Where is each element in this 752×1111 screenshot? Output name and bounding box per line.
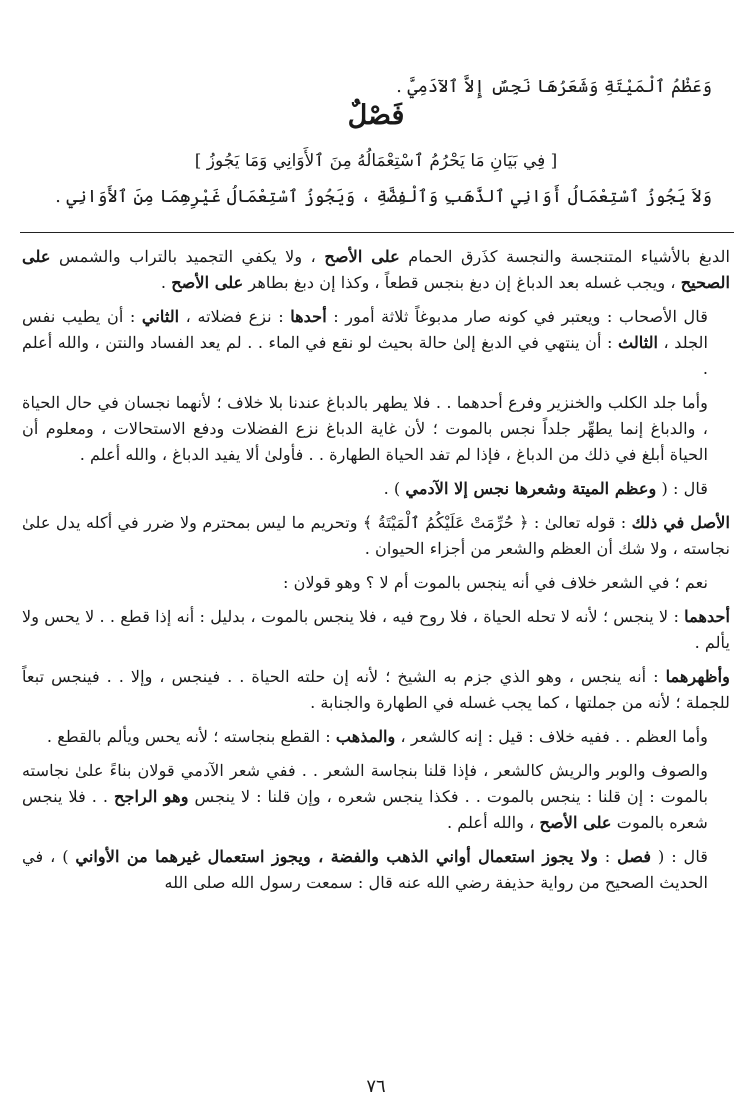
commentary-paragraph-3: وأما جلد الكلب والخنزير وفرع أحدهما . . فلا يطهر بالدباغ عندنا بلا خلاف ؛ لأنهما نجسان في حال الحياة ، والدباغ إنما يطهِّر جلداً نجس بالموت ؛ لأن غاية الدباغ نزع الفضلات ودفع الاستحالات ، ومعلوم أن الحياة أبلغ في ذلك من الدباغ ، فإذا لم تفد الحياة الطهارة . . فأولىٰ ألا يفيد الدباغ ، والله أعلم . bbox=[22, 393, 708, 464]
commentary-paragraph-1: الدبغ بالأشياء المتنجسة والنجسة كذَرق الحمام على الأصح ، ولا يكفي التجميد بالتراب والشمس على الصحيح ، ويجب غسله بعد الدباغ إن دبغ بنجس قطعاً ، وكذا إن دبغ بطاهر على الأصح . bbox=[22, 247, 730, 292]
matn-top-line: وَعَظْمُ ٱلْمَيْتَةِ وَشَعَرُهَا نَجِسٌ إِلاَّ ٱلآدَمِيَّ . bbox=[396, 77, 712, 97]
commentary-paragraph-6: نعم ؛ في الشعر خلاف في أنه ينجس بالموت أم لا ؟ وهو قولان : bbox=[282, 573, 708, 592]
commentary-paragraph-7: أحدهما : لا ينجس ؛ لأنه لا تحله الحياة ، فلا روح فيه ، فلا ينجس بالموت ، بدليل : أنه إذا قطع . . لا يحس ولا يألم . bbox=[22, 607, 730, 652]
fasl-heading: فَصْلٌ bbox=[347, 100, 405, 131]
commentary-paragraph-10: والصوف والوبر والريش كالشعر ، فإذا قلنا بنجاسة الشعر . . ففي شعر الآدمي قولان بناءً علىٰ نجاسته بالموت : إن قلنا : ينجس بالموت . . فكذا ينجس شعره ، وإن قلنا : لا ينجس وهو الراجح . . فلا ينجس شعره بالموت على الأصح ، والله أعلم . bbox=[22, 761, 708, 832]
matn-top bbox=[40, 74, 712, 100]
commentary-paragraph-4: قال : ( وعظم الميتة وشعرها نجس إلا الآدمي ) . bbox=[383, 479, 708, 498]
fasl-subheading: [ فِي بَيَانِ مَا يَحْرُمُ ٱسْتِعْمَالُهُ مِنَ ٱلأَوَانِي وَمَا يَجُوزُ ] bbox=[194, 151, 558, 171]
commentary-paragraph-2: قال الأصحاب : ويعتبر في كونه صار مدبوغاً ثلاثة أمور : أحدها : نزع فضلاته ، الثاني : أن يطيب نفس الجلد ، الثالث : أن ينتهي في الدبغ إلىٰ حالة بحيث لو نقع في الماء . . لم يعد الفساد والنتن ، والله أعلم . bbox=[22, 307, 708, 378]
page-number: ٧٦ bbox=[366, 1076, 386, 1097]
matn-bottom-line: وَلاَ يَجُوزُ ٱسْتِعْمَالُ أَوَانِي ٱلذَّهَبِ وَٱلْفِضَّةِ ، وَيَجُوزُ ٱسْتِعْمَالُ غَيْرِهِمَا مِنَ ٱلأَوَانِي . bbox=[55, 187, 712, 207]
separator-rule bbox=[20, 232, 734, 233]
commentary-paragraph-5: الأصل في ذلك : قوله تعالىٰ : ﴿ حُرِّمَتْ عَلَيْكُمُ ٱلْمَيْتَةُ ﴾ وتحريم ما ليس بمحترم ولا ضرر في أكله يدل علىٰ نجاسته ، ولا شك أن العظم والشعر من أجزاء الحيوان . bbox=[22, 513, 730, 558]
commentary-paragraph-11: قال : ( فصل : ولا يجوز استعمال أواني الذهب والفضة ، ويجوز استعمال غيرهما من الأواني ) ، في الحديث الصحيح من رواية حذيفة رضي الله عنه قال : سمعت رسول الله صلى الله bbox=[22, 847, 708, 892]
matn-bottom bbox=[40, 184, 712, 210]
commentary-paragraph-9: وأما العظم . . ففيه خلاف : قيل : إنه كالشعر ، والمذهب : القطع بنجاسته ؛ لأنه يحس ويألم بالقطع . bbox=[46, 727, 708, 746]
commentary bbox=[22, 244, 730, 904]
commentary-paragraph-8: وأظهرهما : أنه ينجس ، وهو الذي جزم به الشيخ ؛ لأنه إن حلته الحياة . . فينجس ، وإلا . . فينجس تبعاً للجملة ؛ لأنه من جملتها ، كما يجب غسله في الطهارة والجنابة . bbox=[22, 667, 730, 712]
